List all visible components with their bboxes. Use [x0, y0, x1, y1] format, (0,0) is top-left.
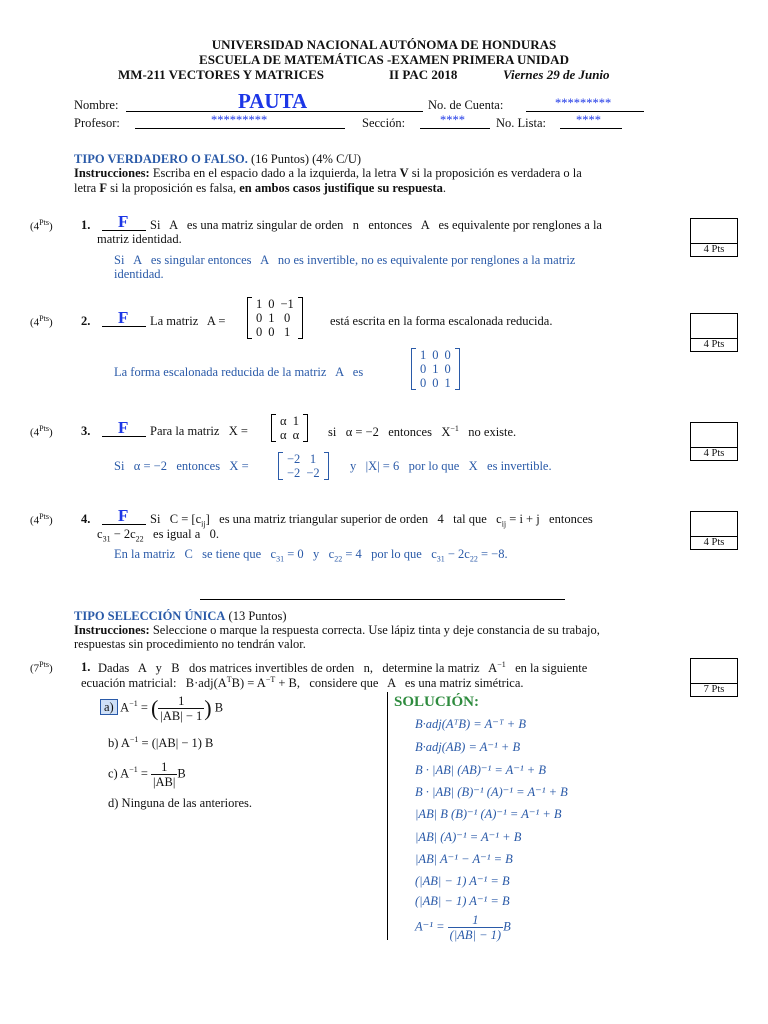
instr-text: si la proposición es verdadera o la — [411, 166, 582, 180]
exam-date: Viernes 29 de Junio — [503, 67, 610, 82]
question-number: 2. — [81, 314, 91, 328]
score-label: 4 Pts — [690, 243, 738, 257]
section1-instructions-line1 — [74, 166, 582, 181]
lista-label: No. Lista: — [496, 116, 546, 130]
score-label: 7 Pts — [690, 683, 738, 697]
solution-final: A⁻¹ = $\frac{1}{(|AB| - 1)}$ B — [415, 913, 511, 942]
solution-step: |AB| (A)⁻¹ = A⁻¹ + B — [415, 830, 522, 844]
lista-line — [560, 128, 622, 129]
instr-bold: en ambos casos justifique su respuesta — [239, 181, 443, 195]
section1-heading — [74, 152, 361, 167]
solution-matrix: −2 1 −2 −2 — [278, 452, 329, 480]
solution-text: y |X| = 6 por lo que X es invertible. — [350, 459, 552, 473]
question-text: Dadas A y B dos matrices invertibles de orden n, determine la matriz $A^{-1}$ en la siguiente — [98, 660, 588, 676]
instr-f: F — [99, 181, 107, 195]
solution-step: (|AB| − 1) A⁻¹ = B — [415, 894, 510, 908]
question-points: $(4^{Pts})$ — [30, 512, 53, 527]
seccion-line — [420, 128, 490, 129]
matrix-x: α 1 α α — [271, 414, 308, 442]
seccion-value: **** — [440, 113, 465, 127]
solution-step: B · |AB| (AB)⁻¹ = A⁻¹ + B — [415, 763, 546, 777]
question-number: 3. — [81, 424, 91, 438]
nombre-value: PAUTA — [238, 89, 308, 113]
question-text: si α = −2 entonces $X^{-1}$ no existe. — [328, 424, 517, 440]
section2-instr-label: Instrucciones: — [74, 623, 150, 637]
question-points: $(4^{Pts})$ — [30, 218, 53, 233]
question-number: 4. — [81, 512, 91, 526]
solution-step: B·adj(AB) = A⁻¹ + B — [415, 740, 521, 754]
solution-text: En la matriz C se tiene que $c_{31} = 0$ y $c_{22} = 4$ por lo que $c_{31} - 2c_{22} = -8$. — [114, 547, 508, 564]
solution-step: B·adj(AᵀB) = A⁻ᵀ + B — [415, 717, 526, 731]
solution-text: La forma escalonada reducida de la matriz A es — [114, 365, 364, 379]
profesor-value: ********* — [211, 113, 268, 127]
solution-step: |AB| A⁻¹ − A⁻¹ = B — [415, 852, 513, 866]
cuenta-line — [526, 111, 644, 112]
instr-end: . — [442, 181, 446, 195]
option-b[interactable]: b) $A^{-1} = (|AB| - 1)$ B — [108, 735, 214, 751]
section2-heading — [74, 609, 287, 624]
option-c[interactable]: c) $A^{-1}$ = $\frac{1}{|AB|}$ B — [108, 760, 186, 789]
score-box — [690, 313, 738, 339]
answer-value: F — [118, 212, 129, 231]
question-text: ecuación matricial: $B\cdot adj(A^TB) = A^{-T} + B$, considere que A es una matriz simétrica. — [81, 675, 524, 691]
instr-text: letra — [74, 181, 97, 195]
section2-points: (13 Puntos) — [228, 609, 287, 623]
solution-step: B · |AB| (B)⁻¹ (A)⁻¹ = A⁻¹ + B — [415, 785, 568, 799]
school-title: ESCUELA DE MATEMÁTICAS -EXAMEN PRIMERA UNIDAD — [199, 52, 569, 67]
section1-points: (16 Puntos) (4% C/U) — [251, 152, 362, 166]
solution-step: |AB| B (B)⁻¹ (A)⁻¹ = A⁻¹ + B — [415, 807, 562, 821]
solution-text: Si α = −2 entonces X = — [114, 459, 249, 473]
question-text: Para la matriz X = — [150, 424, 248, 438]
score-box — [690, 218, 738, 244]
section2-instructions-line2: respuestas sin procedimiento no tendrán valor. — [74, 637, 306, 651]
cuenta-label: No. de Cuenta: — [428, 98, 504, 112]
answer-value: F — [118, 418, 129, 437]
question-text: matriz identidad. — [97, 232, 182, 246]
solution-text: identidad. — [114, 267, 164, 281]
answer-value: F — [118, 308, 129, 327]
question-text: La matriz A = — [150, 314, 226, 328]
nombre-label: Nombre: — [74, 98, 119, 112]
option-a[interactable]: a) $A^{-1}$ = ( $\frac{1}{|AB| - 1}$ ) B — [100, 694, 223, 723]
question-points: $(4^{Pts})$ — [30, 424, 53, 439]
profesor-line — [135, 128, 345, 129]
question-text: está escrita en la forma escalonada reducida. — [330, 314, 553, 328]
score-label: 4 Pts — [690, 338, 738, 352]
question-number: 1. — [81, 218, 91, 232]
matrix-a: 1 0 −1 0 1 0 0 0 1 — [247, 297, 303, 339]
profesor-label: Profesor: — [74, 116, 120, 130]
question-text: Si $C = [c_{ij}]$ es una matriz triangular superior de orden 4 tal que $c_{ij} = i + j$ entonces — [150, 512, 593, 529]
course-title: MM-211 VECTORES Y MATRICES — [118, 67, 324, 82]
section1-instr-label: Instrucciones: — [74, 166, 150, 180]
option-a-marker[interactable]: a) — [100, 699, 118, 715]
score-box — [690, 422, 738, 448]
question-number: 1. — [81, 660, 91, 674]
solution-text: Si A es singular entonces A no es invertible, no es equivalente por renglones a la matriz — [114, 253, 576, 267]
solution-divider — [387, 692, 388, 940]
section1-title: TIPO VERDADERO O FALSO. — [74, 152, 248, 166]
instr-text: Escriba en el espacio dado a la izquierda, la letra — [152, 166, 397, 180]
score-label: 4 Pts — [690, 447, 738, 461]
cuenta-value: ********* — [555, 96, 612, 110]
option-d[interactable]: d) Ninguna de las anteriores. — [108, 796, 253, 810]
solution-matrix: 1 0 0 0 1 0 0 0 1 — [411, 348, 460, 390]
question-text: $c_{31} - 2c_{22}$ es igual a 0. — [97, 527, 220, 544]
score-label: 4 Pts — [690, 536, 738, 550]
exam-period: II PAC 2018 — [389, 67, 458, 82]
seccion-label: Sección: — [362, 116, 406, 130]
question-points: $(7^{Pts})$ — [30, 660, 53, 675]
question-points: $(4^{Pts})$ — [30, 314, 53, 329]
score-box — [690, 511, 738, 537]
instr-text: Seleccione o marque la respuesta correcta. Use lápiz tinta y deje constancia de su trabajo, — [152, 623, 600, 637]
section-divider — [200, 599, 565, 600]
solution-step: (|AB| − 1) A⁻¹ = B — [415, 874, 510, 888]
lista-value: **** — [576, 113, 601, 127]
score-box — [690, 658, 738, 684]
university-title: UNIVERSIDAD NACIONAL AUTÓNOMA DE HONDURAS — [211, 37, 557, 52]
section2-title: TIPO SELECCIÓN ÚNICA — [74, 609, 226, 623]
section1-instructions-line2 — [74, 181, 446, 196]
section2-instructions-line1 — [74, 623, 600, 638]
question-text: Si A es una matriz singular de orden n entonces A es equivalente por renglones a la — [150, 218, 602, 232]
instr-text: si la proposición es falsa, — [110, 181, 237, 195]
instr-v: V — [399, 166, 409, 180]
solution-title: SOLUCIÓN: — [394, 694, 480, 710]
answer-value: F — [118, 506, 129, 525]
